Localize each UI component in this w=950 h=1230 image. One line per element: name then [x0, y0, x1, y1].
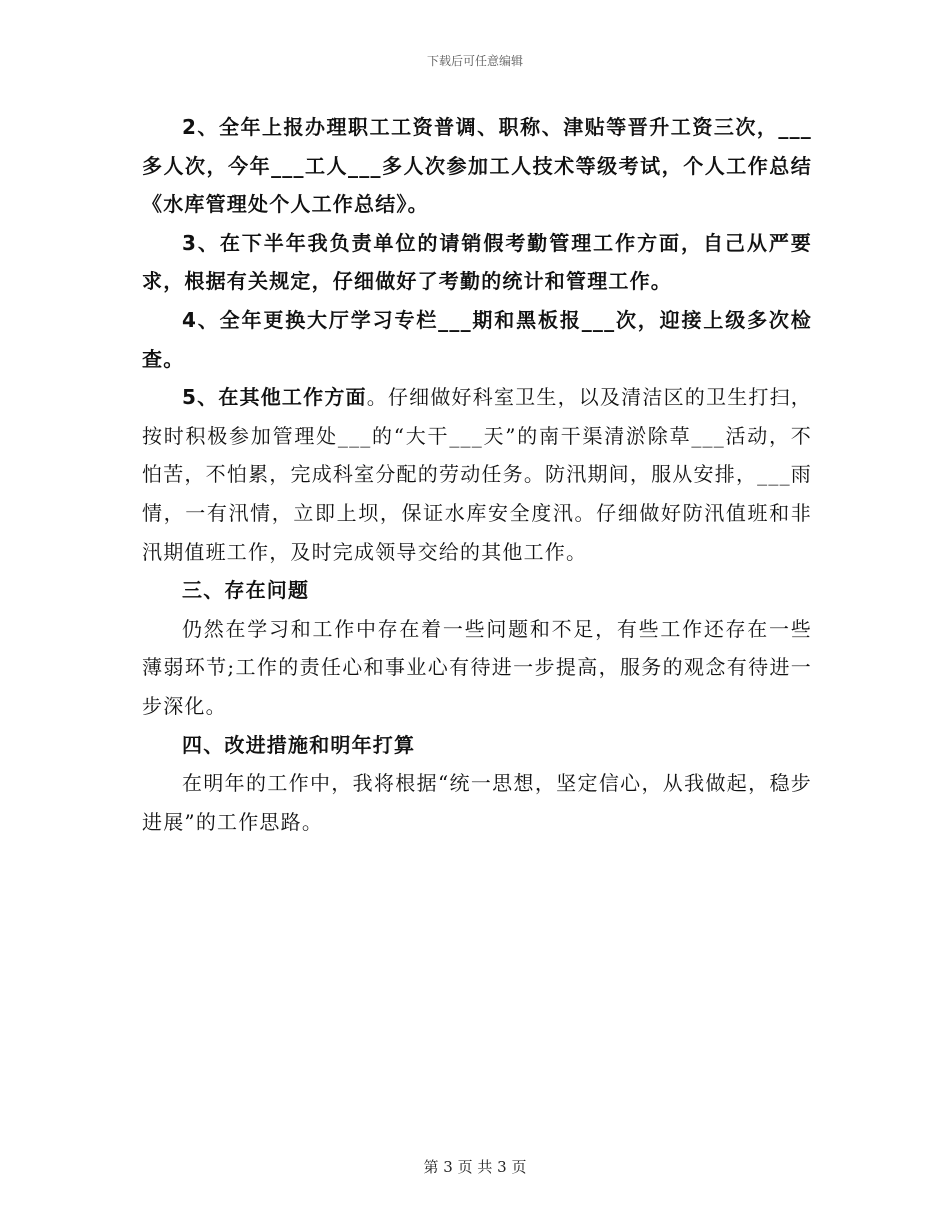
paragraph-item-4: 4、全年更换大厅学习专栏___期和黑板报___次，迎接上级多次检查。 — [142, 307, 812, 371]
paragraph-item-2: 2、全年上报办理职工工资普调、职称、津贴等晋升工资三次，___多人次，今年___工人___多人次参加工人技术等级考试，个人工作总结《水库管理处个人工作总结》。 — [142, 115, 812, 217]
item-5-lead: 5、在其他工作方面 — [182, 385, 367, 410]
item-5-text: 。仔细做好科室卫生，以及清洁区的卫生打扫，按时积极参加管理处___的“大干___天”的南干渠清淤除草___活动，不怕苦，不怕累，完成科室分配的劳动任务。防汛期间，服从安排，___雨情，一有汛情，立即上坝，保证水库安全度汛。仔细做好防汛值班和非汛期值班工作，及时完成领导交给的其他工作。 — [142, 385, 813, 564]
section-3-title: 三、存在问题 — [182, 578, 310, 603]
paragraph-item-5 — [142, 378, 812, 571]
document-body — [142, 108, 812, 841]
page-number: 第 3 页 共 3 页 — [423, 1158, 527, 1176]
section-3-body: 仍然在学习和工作中存在着一些问题和不足，有些工作还存在一些薄弱环节;工作的责任心和事业心有待进一步提高，服务的观念有待进一步深化。 — [142, 616, 812, 718]
section-4-title: 四、改进措施和明年打算 — [182, 732, 416, 757]
section-4-body: 在明年的工作中，我将根据“统一思想，坚定信心，从我做起，稳步进展”的工作思路。 — [142, 771, 812, 834]
paragraph-item-3: 3、在下半年我负责单位的请销假考勤管理工作方面，自己从严要求，根据有关规定，仔细做好了考勤的统计和管理工作。 — [142, 230, 812, 294]
page-header-note: 下载后可任意编辑 — [426, 54, 523, 68]
